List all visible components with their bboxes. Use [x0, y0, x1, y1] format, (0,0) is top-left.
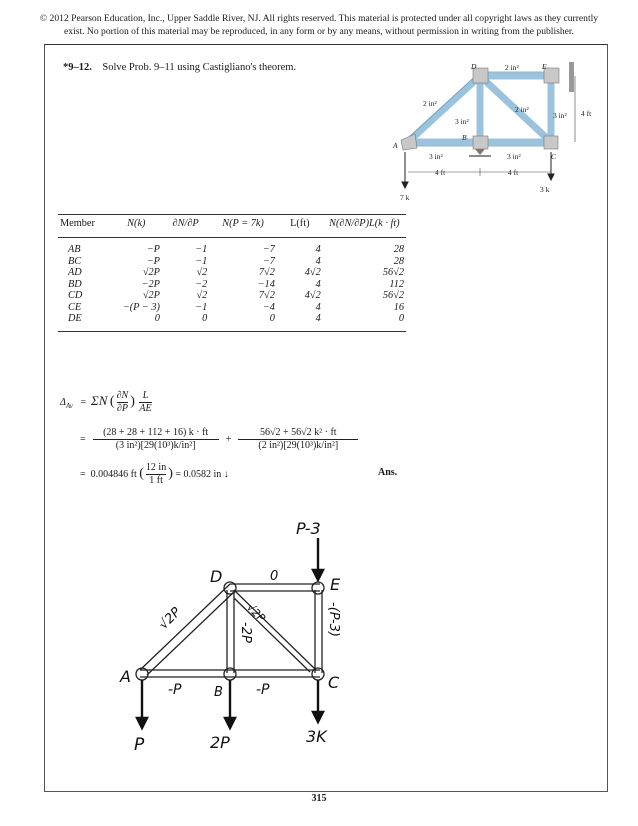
cell-member: CD: [68, 290, 83, 301]
truss-figure: [385, 60, 605, 210]
frac-dn: ∂N: [116, 390, 129, 401]
cell-np: 7√2: [258, 290, 275, 301]
dim-bc: 4 ft: [508, 168, 519, 177]
table-row: [58, 238, 406, 256]
copyright-line-1: © 2012 Pearson Education, Inc., Upper Saddle River, NJ. All rights reserved. This material is protected under all copyright laws as they currently: [39, 13, 599, 24]
delta-subscript: Av: [65, 401, 73, 410]
sketch-label-c: C: [328, 673, 340, 692]
problem-number: *9–12.: [63, 62, 92, 73]
col-n: N(k): [111, 215, 162, 238]
cell-np: −7: [262, 255, 275, 267]
sketch-label-a: A: [120, 667, 131, 686]
cell-length: 4: [315, 278, 321, 290]
sketch-label-b: B: [214, 685, 223, 700]
cell-member: AB: [68, 244, 81, 255]
col-dndp: ∂N/∂P: [162, 215, 209, 238]
joint-c-plate: [544, 136, 558, 149]
problem-text: Solve Prob. 9–11 using Castigliano's theorem.: [102, 62, 297, 73]
sketch-label-d: D: [210, 567, 223, 586]
area-ad: 2 in²: [423, 99, 437, 108]
cell-product: 56√2: [382, 267, 404, 278]
area-cd: 2 in²: [515, 105, 529, 114]
cell-dndp: −1: [195, 301, 208, 313]
cell-dndp: √2: [196, 267, 208, 278]
cell-member: BC: [68, 255, 82, 267]
cell-product: 56√2: [382, 290, 404, 301]
frac-l: L: [139, 390, 151, 403]
frac-dp: ∂P: [116, 403, 128, 414]
cell-n: −P: [146, 255, 160, 267]
cell-dndp: −1: [195, 255, 208, 267]
wall-support: [569, 62, 574, 92]
conversion-fraction: [146, 462, 166, 487]
col-member: Member: [58, 215, 111, 238]
page-number: 315: [311, 793, 327, 804]
sketch-force-bc: -P: [256, 682, 270, 698]
sketch-force-ad: √2P: [156, 604, 185, 633]
plus-sign: +: [225, 433, 232, 445]
table-row: [58, 279, 406, 291]
cell-dndp: −2: [195, 278, 208, 290]
load-c-label: 3 k: [540, 185, 550, 194]
area-de: 2 in²: [505, 63, 519, 72]
sketch-load-b: 2P: [210, 733, 230, 752]
cell-n: √2P: [142, 267, 160, 278]
cell-n: √2P: [142, 290, 160, 301]
frac1-den: (3 in²)[29(10³)k/in²]: [115, 440, 196, 451]
label-c: C: [551, 152, 557, 161]
fraction-1: [93, 427, 219, 452]
sketch-force-de: 0: [270, 569, 279, 584]
cell-member: BD: [68, 278, 82, 290]
answer-marker: Ans.: [378, 467, 398, 478]
dim-ab: 4 ft: [435, 168, 446, 177]
member-force-table: [58, 214, 406, 332]
l-ae-fraction: [139, 390, 151, 415]
cell-np: −7: [262, 244, 275, 255]
sum-n: ΣN: [91, 392, 108, 408]
cell-np: 7√2: [258, 267, 275, 278]
table-row: [58, 256, 406, 268]
area-bc: 3 in²: [507, 152, 521, 161]
conv-den: 1 ft: [149, 475, 163, 486]
conv-num: 12 in: [145, 462, 167, 473]
cell-dndp: −1: [195, 244, 208, 255]
sketch-force-ab: -P: [168, 682, 182, 698]
equation-line-3: = 0.004846 ft ( $\frac{12 in}{1 ft}$ ) = 0.0582 in ↓: [80, 462, 229, 486]
table-row: [58, 290, 406, 302]
sketch-force-ce: -(P-3): [326, 602, 341, 637]
frac1-num: (28 + 28 + 112 + 16) k · ft: [93, 427, 219, 440]
area-ab: 3 in²: [429, 152, 443, 161]
joint-a-plate: [401, 134, 417, 150]
cell-n: −(P − 3): [122, 301, 160, 313]
sketch-label-e: E: [330, 575, 341, 594]
load-a-label: 7 k: [400, 193, 410, 202]
member-ad: [408, 76, 480, 142]
cell-product: 16: [393, 301, 404, 313]
frac2-den: (2 in²)[29(10³)k/in²]: [258, 440, 339, 451]
cell-dndp: √2: [196, 290, 208, 301]
cell-n: −P: [146, 244, 160, 255]
cell-length: 4: [315, 255, 321, 267]
cell-member: CE: [68, 301, 82, 313]
label-a: A: [393, 141, 398, 150]
frac-ae: AE: [139, 403, 152, 414]
pin-support-b: [475, 149, 485, 155]
cell-np: −4: [262, 301, 275, 313]
fraction-2: [238, 427, 358, 452]
dn-dp-fraction: [117, 390, 129, 415]
cell-product: 112: [389, 278, 404, 290]
cell-product: 28: [393, 255, 404, 267]
cell-member: AD: [68, 267, 82, 278]
col-np: N(P = 7k): [209, 215, 277, 238]
problem-statement: [63, 62, 296, 73]
label-e: E: [542, 62, 547, 71]
cell-np: −14: [257, 278, 275, 290]
cell-length: 4: [315, 301, 321, 313]
equation-line-1: $\Delta_{Av}$ = ΣN ( $\frac{\partial N}{\partial P}$ ) $\frac{L}{AE}$: [60, 390, 152, 414]
cell-member: DE: [58, 313, 111, 331]
sketch-member-ad: [140, 584, 230, 670]
sketch-top-load: P-3: [296, 519, 321, 538]
joint-b-plate: [473, 136, 488, 149]
col-product: N(∂N/∂P)L(k · ft): [323, 215, 406, 238]
cell-length: 4√2: [304, 267, 321, 278]
sketch-force-cd: √2P: [243, 600, 268, 625]
frac2-num: 56√2 + 56√2 k² · ft: [238, 427, 358, 440]
copyright-notice: [0, 13, 638, 38]
cell-length: 4: [277, 313, 323, 331]
result-in: = 0.0582 in ↓: [175, 468, 229, 480]
cell-product: 0: [323, 313, 406, 331]
table-row: [58, 313, 406, 331]
equation-line-2: [80, 427, 360, 452]
result-ft: 0.004846 ft: [90, 468, 137, 480]
cell-n: 0: [111, 313, 162, 331]
area-bd: 3 in²: [455, 117, 469, 126]
label-b: B: [462, 133, 467, 142]
delta-symbol: Δ: [60, 396, 66, 408]
table-header: [58, 215, 406, 238]
cell-product: 28: [393, 244, 404, 255]
cell-dndp: 0: [162, 313, 209, 331]
cell-length: 4: [315, 244, 321, 255]
dim-height: 4 ft: [581, 109, 592, 118]
equals-1: =: [80, 396, 87, 408]
sketch-load-c: 3K: [306, 727, 327, 746]
label-d: D: [471, 62, 477, 71]
col-length: L(ft): [277, 215, 323, 238]
handwritten-sketch: [110, 510, 370, 760]
equals-3: =: [80, 468, 86, 480]
table-row: [58, 267, 406, 279]
sketch-force-bd: -2P: [238, 622, 253, 643]
table-row: [58, 302, 406, 314]
area-ce: 3 in²: [553, 111, 567, 120]
copyright-line-2: exist. No portion of this material may be reproduced, in any form or by any means, without permission in writing from the publisher.: [64, 25, 574, 37]
cell-length: 4√2: [304, 290, 321, 301]
cell-np: 0: [209, 313, 277, 331]
equals-2: =: [80, 433, 86, 445]
cell-n: −2P: [141, 278, 160, 290]
sketch-load-a: P: [134, 735, 145, 755]
